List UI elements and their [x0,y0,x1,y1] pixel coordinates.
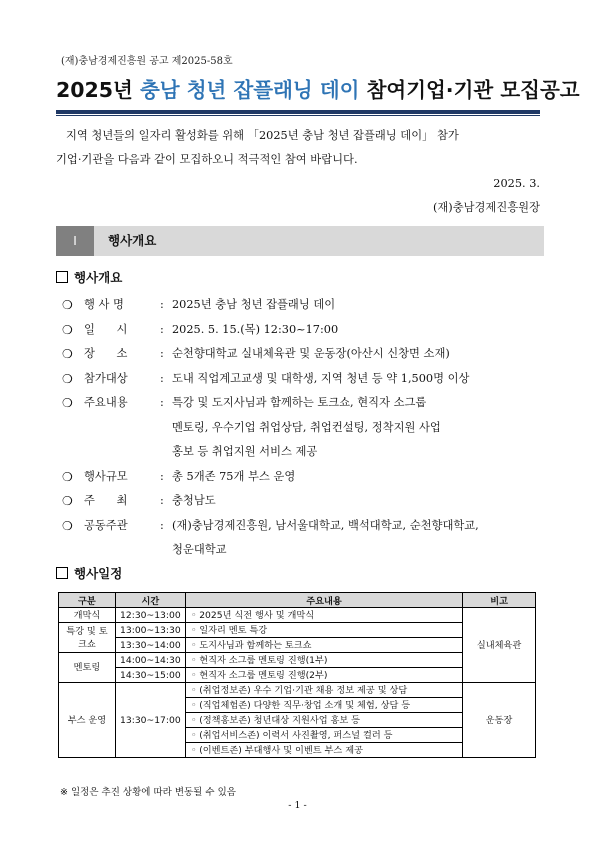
overview-item-value: 멘토링, 우수기업 취업상담, 취업컨설팅, 정착지원 사업 [172,420,441,434]
label-separator: : [160,494,164,507]
intro-line-1: 지역 청년들의 일자리 활성화를 위해 「2025년 충남 청년 잡플래닝 데이」 참가 [66,129,459,142]
label-separator: : [160,347,164,360]
hollow-circle-bullet-icon: ❍ [62,322,73,337]
schedule-table [58,592,536,758]
label-separator: : [160,396,164,409]
overview-item-value: 충청남도 [172,494,216,507]
overview-list [62,293,552,563]
issuer: (재)충남경제진흥원장 [432,201,540,214]
hollow-circle-bullet-icon: ❍ [62,494,73,508]
table-header-row [59,593,536,608]
title-event-name: 충남 청년 잡플래닝 데이 [140,78,360,102]
overview-item [62,489,552,514]
section-title: 행사개요 [108,233,157,248]
overview-item-value: (재)충남경제진흥원, 남서울대학교, 백석대학교, 순천향대학교, [172,518,479,532]
overview-item-value: 홍보 등 취업지원 서비스 제공 [172,445,318,458]
content-cell: ◦ (취업정보존) 우수 기업·기관 채용 정보 제공 및 상담 [185,683,462,698]
checkbox-square-icon [56,271,68,283]
title-rule-thick [56,110,540,114]
overview-item [62,342,552,367]
hollow-circle-bullet-icon: ❍ [62,396,73,410]
schedule-heading [56,564,122,582]
table-row [59,683,536,698]
time-cell: 13:00~13:30 [115,623,185,638]
content-cell: ◦ (직업체험존) 다양한 직무·창업 소개 및 체험, 상담 등 [185,698,462,713]
category-cell: 멘토링 [59,653,116,683]
overview-item-label: 주 최 [84,494,128,507]
label-separator: : [160,298,164,311]
title-suffix: 참여기업·기관 모집공고 [359,78,580,102]
time-cell: 13:30~14:00 [115,638,185,653]
time-cell: 13:30~17:00 [115,683,185,758]
label-separator: : [160,518,164,532]
title-rule-thin [56,115,540,116]
hollow-circle-bullet-icon: ❍ [62,469,73,484]
time-cell: 14:00~14:30 [115,653,185,668]
content-cell: ◦ (이벤트존) 부대행사 및 이벤트 부스 제공 [185,743,462,758]
page-title [56,71,580,109]
col-header-time: 시간 [115,593,185,608]
content-cell: ◦ 도지사님과 함께하는 토크쇼 [185,638,462,653]
overview-item [62,465,552,490]
category-cell: 부스 운영 [59,683,116,758]
overview-item-value: 도내 직업계고교생 및 대학생, 지역 청년 등 약 1,500명 이상 [172,371,470,385]
overview-heading-text: 행사개요 [74,270,123,285]
hollow-circle-bullet-icon: ❍ [62,347,73,361]
hollow-circle-bullet-icon: ❍ [62,371,73,386]
overview-item-label: 참가대상 [84,371,128,385]
overview-item-value: 총 5개존 75개 부스 운영 [172,469,296,483]
overview-item [62,293,552,318]
label-separator: : [160,322,164,336]
table-row [59,608,536,623]
intro-paragraph [56,124,540,220]
col-header-category: 구분 [59,593,116,608]
hollow-circle-bullet-icon: ❍ [62,298,73,312]
content-cell: ◦ (취업서비스존) 이력서 사진촬영, 퍼스널 컬러 등 [185,728,462,743]
schedule-footnote: ※ 일정은 추진 상황에 따라 변동될 수 있음 [60,787,236,798]
notice-date: 2025. 3. [493,177,540,190]
note-cell: 운동장 [463,683,536,758]
overview-item-label: 주요내용 [84,396,128,409]
checkbox-square-icon [56,567,68,579]
overview-heading [56,268,122,286]
content-cell: ◦ (정책홍보존) 청년대상 지원사업 홍보 등 [185,713,462,728]
note-cell: 실내체육관 [463,608,536,683]
overview-item-label: 장 소 [84,347,128,360]
overview-item-value: 2025. 5. 15.(목) 12:30~17:00 [172,322,339,336]
page-number: - 1 - [288,800,307,811]
content-cell: ◦ 일자리 멘토 특강 [185,623,462,638]
overview-item-value: 특강 및 도지사님과 함께하는 토크쇼, 현직자 소그룹 [172,396,427,409]
overview-item [62,367,552,392]
overview-item [62,318,552,343]
section-number: Ⅰ [56,226,94,256]
overview-item-value: 청운대학교 [172,543,227,556]
title-year: 2025년 [56,78,140,102]
overview-item [62,391,552,465]
intro-line-2: 기업·기관을 다음과 같이 모집하오니 적극적인 참여 바랍니다. [56,153,358,166]
col-header-content: 주요내용 [185,593,462,608]
overview-item-value: 2025년 충남 청년 잡플래닝 데이 [172,298,336,311]
content-cell: ◦ 현직자 소그룹 멘토링 진행(1부) [185,653,462,668]
content-cell: ◦ 2025년 식전 행사 및 개막식 [185,608,462,623]
notice-number: (재)충남경제진흥원 공고 제2025-58호 [61,56,233,67]
overview-item-value: 순천향대학교 실내체육관 및 운동장(아산시 신창면 소재) [172,347,450,360]
category-cell: 개막식 [59,608,116,623]
overview-item-label: 공동주관 [84,518,128,532]
label-separator: : [160,469,164,483]
hollow-circle-bullet-icon: ❍ [62,518,73,533]
schedule-heading-text: 행사일정 [74,566,123,581]
content-cell: ◦ 현직자 소그룹 멘토링 진행(2부) [185,668,462,683]
label-separator: : [160,371,164,385]
overview-item [62,514,552,563]
time-cell: 12:30~13:00 [115,608,185,623]
overview-item-label: 일 시 [84,322,128,336]
overview-item-label: 행 사 명 [84,298,124,311]
category-cell: 특강 및 토크쇼 [59,623,116,653]
time-cell: 14:30~15:00 [115,668,185,683]
col-header-note: 비고 [463,593,536,608]
overview-item-label: 행사규모 [84,469,128,483]
